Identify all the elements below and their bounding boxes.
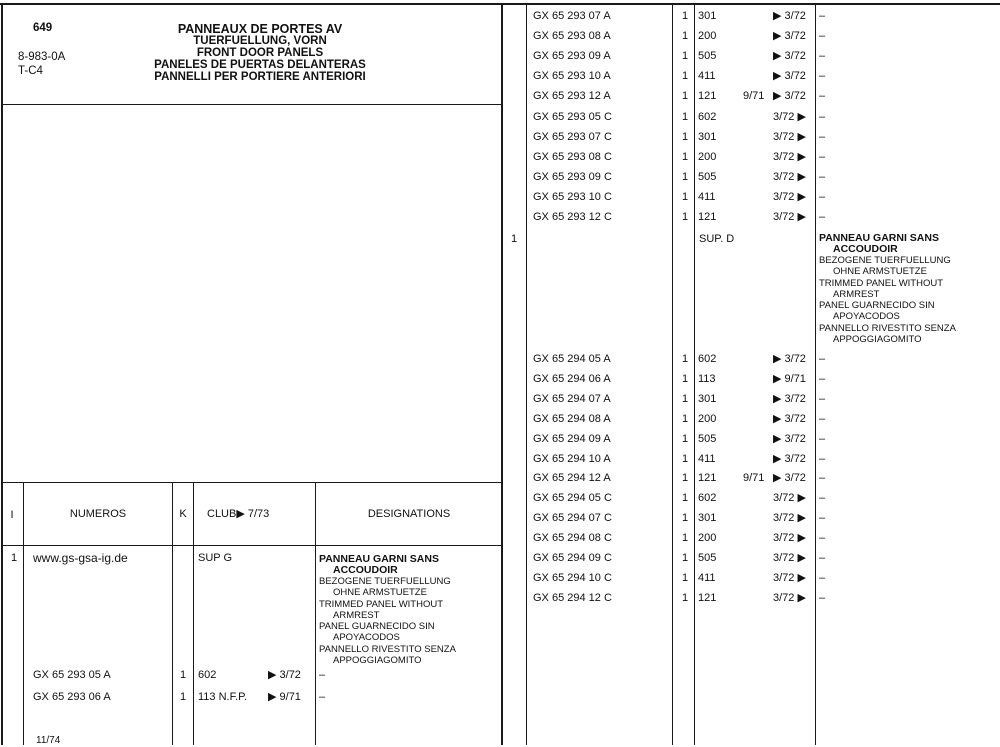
designation-dash: – [819, 452, 826, 465]
designation-dash: – [319, 691, 326, 703]
quantity: 1 [682, 353, 689, 365]
club-code: 200 [698, 532, 717, 545]
date-from: 9/71 [743, 90, 765, 103]
title-en: FRONT DOOR PANELS [196, 47, 324, 59]
desc-line: APPOGGIAGOMITO [333, 655, 422, 667]
quantity: 1 [682, 211, 689, 223]
left-sup-label: SUP G [198, 552, 233, 564]
quantity: 1 [682, 591, 689, 604]
club-code: 301 [698, 130, 717, 143]
designation-dash: – [819, 190, 826, 203]
code-1: 8-983-0A [18, 51, 66, 63]
club-code: 301 [698, 512, 717, 525]
designation-dash: – [819, 150, 826, 163]
desc-line: ACCOUDOIR [333, 564, 398, 576]
date-from: 9/71 [743, 472, 765, 485]
date-to: ▶ 9/71 [773, 372, 806, 385]
designation-dash: – [819, 50, 826, 63]
part-number: GX 65 293 09 C [533, 170, 612, 183]
club-code: 121 [698, 472, 717, 485]
designation-dash: – [819, 532, 826, 545]
left-col-line-3 [193, 482, 194, 745]
date-to: ▶ 3/72 [773, 70, 806, 83]
title-fr: PANNEAUX DE PORTES AV [177, 22, 343, 36]
website-reference: www.gs-gsa-ig.de [33, 551, 128, 565]
quantity: 1 [682, 372, 689, 385]
date-to: ▶ 3/72 [773, 50, 806, 63]
club-code: 113 [698, 372, 716, 385]
quantity: 1 [682, 150, 689, 163]
club-code: 200 [698, 412, 717, 425]
designation-dash: – [819, 412, 826, 425]
date-to: 3/72 ▶ [773, 532, 806, 545]
quantity: 1 [682, 190, 689, 203]
part-number: GX 65 294 05 A [533, 353, 611, 365]
date-to: ▶ 3/72 [773, 90, 806, 103]
footer-date: 11/74 [36, 735, 61, 746]
part-number: GX 65 293 06 A [33, 691, 111, 703]
quantity: 1 [682, 90, 689, 103]
part-number: GX 65 294 07 C [533, 512, 612, 525]
quantity: 1 [682, 472, 689, 485]
part-number: GX 65 294 12 A [533, 472, 611, 485]
colheader-bottom-line [1, 545, 503, 546]
club-code: 200 [698, 30, 717, 43]
designation-dash: – [819, 512, 826, 525]
desc-line: TRIMMED PANEL WITHOUT [819, 277, 944, 289]
colheader-top-line [1, 482, 503, 483]
desc-line: ARMREST [333, 609, 380, 621]
part-number: GX 65 294 10 C [533, 571, 612, 584]
date-to: 3/72 ▶ [773, 591, 806, 604]
part-number: GX 65 293 09 A [533, 50, 611, 63]
club-code: 602 [698, 353, 717, 365]
quantity: 1 [682, 532, 689, 545]
page-number: 649 [33, 22, 53, 34]
date-to: ▶ 3/72 [773, 432, 806, 445]
club-code: 121 [698, 90, 717, 103]
date-to: 3/72 ▶ [773, 150, 806, 163]
left-col-line-2 [172, 482, 173, 745]
date-to: 3/72 ▶ [773, 130, 806, 143]
designation-dash: – [819, 211, 826, 223]
date-to: ▶ 3/72 [773, 30, 806, 43]
col-header-numeros: NUMEROS [69, 508, 127, 520]
club-code: 301 [698, 10, 717, 22]
designation-dash: – [819, 90, 826, 103]
designation-dash: – [819, 372, 826, 385]
club-code: 121 [698, 211, 717, 223]
desc-line: PANNELLO RIVESTITO SENZA [319, 643, 456, 655]
desc-line: TRIMMED PANEL WITHOUT [319, 598, 444, 610]
part-number: GX 65 294 05 C [533, 492, 612, 505]
desc-line: ARMREST [833, 288, 880, 300]
date-to: ▶ 3/72 [773, 452, 806, 465]
designation-dash: – [819, 392, 826, 405]
center-divider [501, 3, 503, 745]
quantity: 1 [682, 30, 689, 43]
quantity: 1 [682, 110, 689, 123]
date-to: 3/72 ▶ [773, 571, 806, 584]
title-de: TUERFUELLUNG, VORN [193, 35, 327, 47]
club-code: 301 [698, 392, 717, 405]
desc-line: APOYACODOS [333, 632, 400, 644]
part-number: GX 65 294 08 A [533, 412, 611, 425]
date-to: ▶ 3/72 [268, 669, 301, 681]
desc-line: APPOGGIAGOMITO [833, 334, 922, 346]
designation-dash: – [819, 571, 826, 584]
border-left [1, 3, 3, 745]
left-designation [319, 554, 456, 666]
club-code: 602 [698, 492, 717, 505]
quantity: 1 [682, 571, 689, 584]
date-to: ▶ 3/72 [773, 472, 806, 485]
desc-line: PANEL GUARNECIDO SIN [819, 300, 935, 312]
designation-dash: – [319, 669, 326, 681]
part-number: GX 65 293 05 A [33, 669, 111, 681]
date-to: ▶ 3/72 [773, 353, 806, 365]
desc-line: BEZOGENE TUERFUELLUNG [819, 255, 951, 266]
quantity: 1 [682, 170, 689, 183]
desc-line: BEZOGENE TUERFUELLUNG [319, 576, 451, 587]
code-2: T-C4 [18, 65, 43, 77]
part-number: GX 65 293 10 C [533, 190, 612, 203]
part-number: GX 65 294 12 C [533, 591, 612, 604]
right-index: 1 [511, 233, 518, 245]
right-sup-label: SUP. D [699, 233, 735, 245]
quantity: 1 [682, 492, 689, 505]
col-header-k: K [179, 508, 187, 520]
quantity: 1 [682, 10, 689, 22]
quantity: 1 [682, 70, 689, 83]
part-number: GX 65 294 06 A [533, 372, 611, 385]
part-number: GX 65 293 10 A [533, 70, 611, 83]
quantity: 1 [682, 130, 689, 143]
date-to: 3/72 ▶ [773, 170, 806, 183]
part-number: GX 65 294 10 A [533, 452, 611, 465]
club-code: 505 [698, 432, 717, 445]
right-col-line-1 [526, 3, 527, 745]
desc-line: APOYACODOS [833, 311, 900, 323]
col-header-club: CLUB▶ 7/73 [207, 508, 270, 520]
designation-dash: – [819, 353, 826, 365]
part-number: GX 65 293 07 A [533, 10, 611, 22]
col-header-designations: DESIGNATIONS [367, 508, 451, 520]
quantity: 1 [682, 392, 689, 405]
designation-dash: – [819, 552, 826, 564]
designation-dash: – [819, 432, 826, 445]
right-designation [819, 233, 956, 345]
club-code: 602 [198, 669, 217, 681]
date-to: 3/72 ▶ [773, 110, 806, 123]
header-titles [110, 23, 410, 83]
title-it: PANNELLI PER PORTIERE ANTERIORI [154, 71, 366, 83]
border-top [0, 3, 1000, 5]
club-code: 411 [698, 190, 716, 203]
desc-line: ACCOUDOIR [833, 243, 898, 255]
designation-dash: – [819, 30, 826, 43]
quantity: 1 [180, 691, 187, 703]
part-number: GX 65 293 12 C [533, 211, 612, 223]
designation-dash: – [819, 492, 826, 505]
club-code: 411 [698, 571, 716, 584]
left-col-line-4 [315, 482, 316, 745]
quantity: 1 [180, 669, 187, 681]
part-number: GX 65 293 05 C [533, 110, 612, 123]
desc-line: OHNE ARMSTUETZE [833, 266, 927, 278]
desc-line: PANNEAU GARNI SANS [319, 553, 439, 565]
part-number: GX 65 294 09 C [533, 552, 612, 564]
date-to: 3/72 ▶ [773, 211, 806, 223]
part-number: GX 65 293 08 A [533, 30, 611, 43]
quantity: 1 [682, 452, 689, 465]
date-to: 3/72 ▶ [773, 552, 806, 564]
date-to: ▶ 3/72 [773, 10, 806, 22]
club-code: 411 [698, 452, 716, 465]
part-number: GX 65 294 08 C [533, 532, 612, 545]
left-col-line-1 [23, 482, 24, 745]
date-to: ▶ 3/72 [773, 392, 806, 405]
desc-line: OHNE ARMSTUETZE [333, 587, 427, 599]
desc-line: PANNELLO RIVESTITO SENZA [819, 322, 956, 334]
right-col-line-3 [694, 3, 695, 745]
quantity: 1 [682, 512, 689, 525]
club-code: 505 [698, 50, 717, 63]
club-code: 505 [698, 552, 717, 564]
designation-dash: – [819, 10, 826, 22]
part-number: GX 65 293 08 C [533, 150, 612, 163]
left-index: 1 [11, 552, 18, 564]
right-col-line-4 [815, 3, 816, 745]
quantity: 1 [682, 432, 689, 445]
designation-dash: – [819, 110, 826, 123]
club-code: 505 [698, 170, 717, 183]
club-code: 113 N.F.P. [198, 691, 248, 703]
designation-dash: – [819, 70, 826, 83]
date-to: 3/72 ▶ [773, 512, 806, 525]
part-number: GX 65 293 07 C [533, 130, 612, 143]
part-number: GX 65 294 07 A [533, 392, 611, 405]
club-code: 200 [698, 150, 717, 163]
designation-dash: – [819, 130, 826, 143]
desc-line: PANEL GUARNECIDO SIN [319, 621, 435, 633]
part-number: GX 65 293 12 A [533, 90, 611, 103]
part-number: GX 65 294 09 A [533, 432, 611, 445]
right-col-line-2 [672, 3, 673, 745]
date-to: ▶ 3/72 [773, 412, 806, 425]
quantity: 1 [682, 50, 689, 63]
title-es: PANELES DE PUERTAS DELANTERAS [154, 59, 366, 71]
designation-dash: – [819, 591, 826, 604]
desc-line: PANNEAU GARNI SANS [819, 232, 939, 244]
designation-dash: – [819, 170, 826, 183]
date-to: ▶ 9/71 [268, 691, 301, 703]
quantity: 1 [682, 552, 689, 564]
club-code: 411 [698, 70, 716, 83]
header-bottom-line [1, 104, 503, 105]
date-to: 3/72 ▶ [773, 190, 806, 203]
club-code: 602 [698, 110, 717, 123]
date-to: 3/72 ▶ [773, 492, 806, 505]
col-header-i: I [10, 509, 14, 521]
quantity: 1 [682, 412, 689, 425]
club-code: 121 [698, 591, 717, 604]
designation-dash: – [819, 472, 826, 485]
